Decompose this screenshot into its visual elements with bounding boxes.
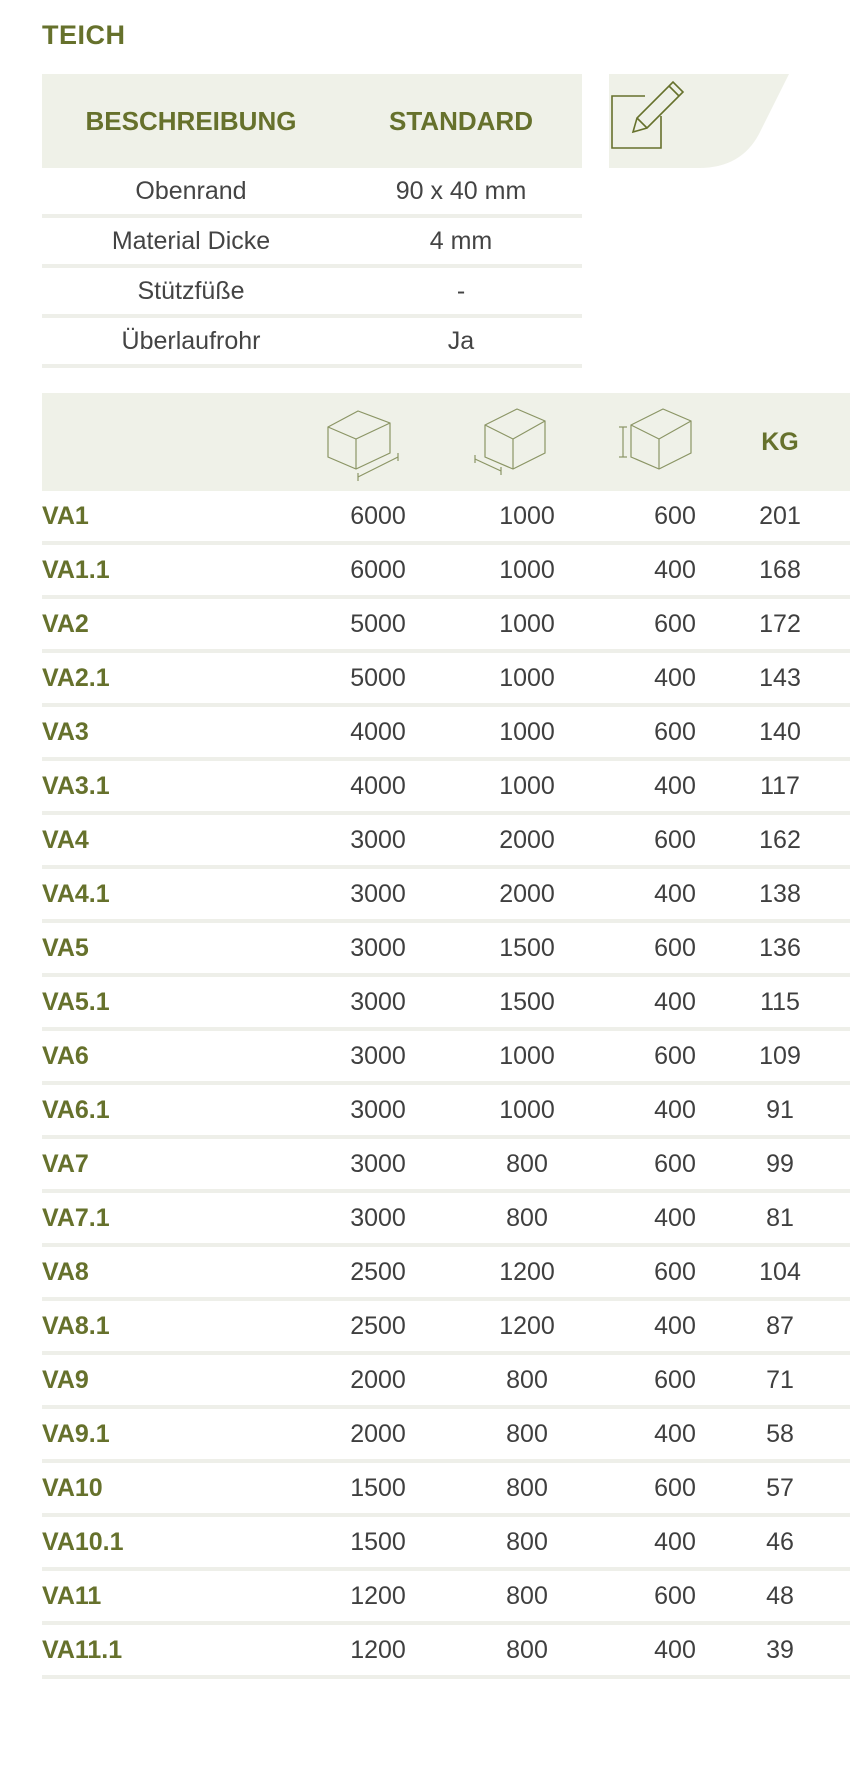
model-name: VA6.1: [42, 1096, 110, 1124]
height-value: 600: [654, 934, 696, 962]
width-value: 1000: [499, 1096, 555, 1124]
spec-row: [42, 318, 582, 368]
model-name: VA4: [42, 826, 89, 854]
width-value: 800: [506, 1636, 548, 1664]
spec-header-description: BESCHREIBUNG: [85, 105, 297, 136]
height-value: 400: [654, 1420, 696, 1448]
height-value: 600: [654, 1258, 696, 1286]
table-row: [42, 545, 850, 599]
table-row: [42, 491, 850, 545]
model-name: VA9: [42, 1366, 89, 1394]
height-value: 600: [654, 1582, 696, 1610]
length-value: 6000: [350, 502, 406, 530]
spec-table: [42, 74, 582, 368]
kg-header: KG: [761, 428, 799, 456]
spec-table-header: [42, 74, 582, 168]
model-name: VA1: [42, 502, 89, 530]
height-value: 600: [654, 610, 696, 638]
box-length-icon: [318, 401, 408, 483]
dimensions-table-header: [42, 393, 850, 491]
table-row: [42, 1193, 850, 1247]
length-value: 6000: [350, 556, 406, 584]
height-value: 400: [654, 1528, 696, 1556]
table-row: [42, 815, 850, 869]
length-value: 1500: [350, 1528, 406, 1556]
weight-value: 143: [759, 664, 801, 692]
length-value: 3000: [350, 1150, 406, 1178]
model-name: VA3.1: [42, 772, 110, 800]
width-value: 1500: [499, 934, 555, 962]
weight-value: 99: [766, 1150, 794, 1178]
weight-value: 109: [759, 1042, 801, 1070]
model-name: VA11.1: [42, 1636, 123, 1664]
height-value: 600: [654, 1042, 696, 1070]
weight-value: 104: [759, 1258, 801, 1286]
width-value: 800: [506, 1582, 548, 1610]
height-value: 600: [654, 1474, 696, 1502]
model-name: VA7: [42, 1150, 89, 1178]
weight-value: 91: [766, 1096, 794, 1124]
weight-value: 46: [766, 1528, 794, 1556]
table-row: [42, 653, 850, 707]
model-name: VA1.1: [42, 556, 110, 584]
length-value: 3000: [350, 880, 406, 908]
width-value: 1200: [499, 1312, 555, 1340]
table-row: [42, 599, 850, 653]
model-name: VA8: [42, 1258, 89, 1286]
weight-value: 140: [759, 718, 801, 746]
table-row: [42, 1139, 850, 1193]
table-row: [42, 1031, 850, 1085]
length-value: 2000: [350, 1366, 406, 1394]
weight-value: 58: [766, 1420, 794, 1448]
width-value: 1000: [499, 664, 555, 692]
width-value: 800: [506, 1474, 548, 1502]
table-row: [42, 1625, 850, 1679]
model-name: VA9.1: [42, 1420, 110, 1448]
length-value: 3000: [350, 1042, 406, 1070]
spec-label: Obenrand: [135, 176, 247, 205]
length-value: 3000: [350, 934, 406, 962]
spec-row: [42, 168, 582, 218]
width-value: 800: [506, 1420, 548, 1448]
spec-value: Ja: [447, 326, 475, 355]
height-value: 400: [654, 1312, 696, 1340]
model-name: VA10.1: [42, 1528, 124, 1556]
length-value: 3000: [350, 1096, 406, 1124]
width-value: 800: [506, 1204, 548, 1232]
table-row: [42, 1301, 850, 1355]
weight-value: 87: [766, 1312, 794, 1340]
length-value: 1200: [350, 1582, 406, 1610]
length-value: 5000: [350, 664, 406, 692]
height-value: 600: [654, 502, 696, 530]
height-value: 400: [654, 988, 696, 1016]
height-value: 400: [654, 772, 696, 800]
table-row: [42, 707, 850, 761]
box-height-icon: [615, 401, 705, 483]
model-name: VA6: [42, 1042, 89, 1070]
length-value: 4000: [350, 772, 406, 800]
model-name: VA3: [42, 718, 89, 746]
model-name: VA8.1: [42, 1312, 110, 1340]
weight-value: 138: [759, 880, 801, 908]
spec-label: Überlaufrohr: [121, 326, 261, 355]
spec-label: Stützfüße: [137, 276, 245, 305]
height-value: 400: [654, 556, 696, 584]
table-row: [42, 1517, 850, 1571]
weight-value: 117: [760, 772, 800, 800]
length-value: 3000: [350, 826, 406, 854]
model-name: VA11: [42, 1582, 102, 1610]
width-value: 800: [506, 1366, 548, 1394]
length-value: 1500: [350, 1474, 406, 1502]
table-row: [42, 761, 850, 815]
height-value: 600: [654, 1150, 696, 1178]
width-value: 2000: [499, 880, 555, 908]
height-value: 400: [654, 1096, 696, 1124]
width-value: 1000: [499, 772, 555, 800]
weight-value: 115: [760, 988, 800, 1016]
weight-value: 81: [766, 1204, 794, 1232]
table-row: [42, 923, 850, 977]
height-value: 400: [654, 664, 696, 692]
width-value: 2000: [499, 826, 555, 854]
table-row: [42, 1247, 850, 1301]
dimensions-table: [42, 393, 850, 1679]
length-value: 5000: [350, 610, 406, 638]
width-value: 1000: [499, 1042, 555, 1070]
box-width-icon: [467, 401, 557, 483]
width-value: 1500: [499, 988, 555, 1016]
weight-value: 57: [766, 1474, 794, 1502]
height-value: 400: [654, 1204, 696, 1232]
width-value: 1000: [499, 502, 555, 530]
width-value: 1000: [499, 610, 555, 638]
weight-value: 201: [759, 502, 801, 530]
weight-value: 172: [759, 610, 801, 638]
section-title: TEICH: [42, 20, 126, 50]
table-row: [42, 1085, 850, 1139]
model-name: VA7.1: [42, 1204, 110, 1232]
edit-pencil-icon: [609, 74, 689, 150]
weight-value: 71: [766, 1366, 794, 1394]
height-value: 600: [654, 826, 696, 854]
model-name: VA5.1: [42, 988, 110, 1016]
table-row: [42, 1409, 850, 1463]
weight-value: 48: [766, 1582, 794, 1610]
weight-value: 162: [759, 826, 801, 854]
weight-value: 136: [759, 934, 801, 962]
length-value: 1200: [350, 1636, 406, 1664]
width-value: 800: [506, 1150, 548, 1178]
weight-value: 168: [759, 556, 801, 584]
spec-value: -: [456, 276, 466, 305]
weight-value: 39: [766, 1636, 794, 1664]
length-value: 3000: [350, 988, 406, 1016]
dimensions-table-body: [42, 491, 850, 1679]
length-value: 2500: [350, 1258, 406, 1286]
width-value: 1000: [499, 556, 555, 584]
spec-row: [42, 218, 582, 268]
length-value: 4000: [350, 718, 406, 746]
height-value: 400: [654, 1636, 696, 1664]
length-value: 2500: [350, 1312, 406, 1340]
width-value: 800: [506, 1528, 548, 1556]
table-row: [42, 1463, 850, 1517]
table-row: [42, 869, 850, 923]
model-name: VA4.1: [42, 880, 110, 908]
table-row: [42, 1355, 850, 1409]
height-value: 600: [654, 718, 696, 746]
spec-row: [42, 268, 582, 318]
height-value: 600: [654, 1366, 696, 1394]
length-value: 3000: [350, 1204, 406, 1232]
height-value: 400: [654, 880, 696, 908]
table-row: [42, 1571, 850, 1625]
model-name: VA2.1: [42, 664, 110, 692]
spec-value: 90 x 40 mm: [395, 176, 527, 205]
edit-button[interactable]: [609, 74, 789, 168]
spec-value: 4 mm: [429, 226, 493, 255]
model-name: VA5: [42, 934, 89, 962]
spec-label: Material Dicke: [111, 226, 271, 255]
model-name: VA10: [42, 1474, 103, 1502]
model-name: VA2: [42, 610, 89, 638]
width-value: 1200: [499, 1258, 555, 1286]
spec-header-standard: STANDARD: [389, 105, 533, 136]
width-value: 1000: [499, 718, 555, 746]
table-row: [42, 977, 850, 1031]
length-value: 2000: [350, 1420, 406, 1448]
